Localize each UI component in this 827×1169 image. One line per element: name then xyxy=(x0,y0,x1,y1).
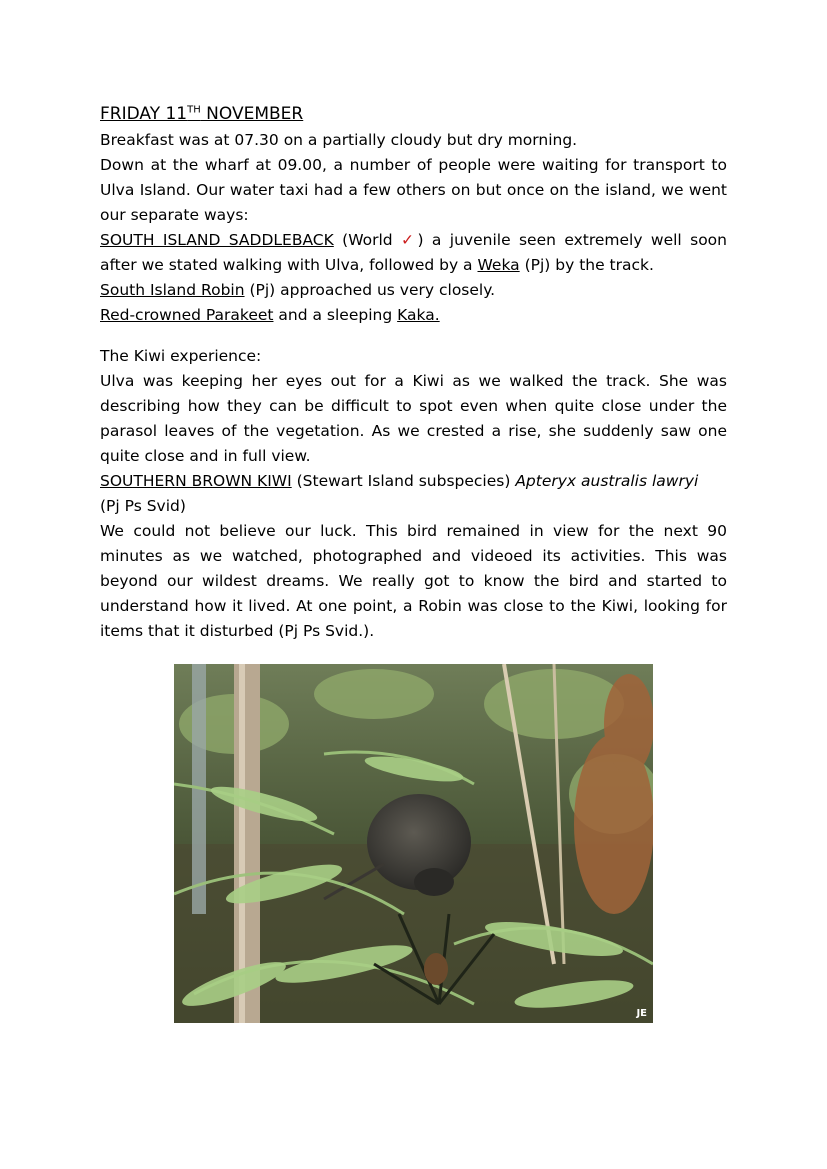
day-heading: FRIDAY 11TH NOVEMBER xyxy=(100,104,304,124)
parakeet-paragraph: Red-crowned Parakeet and a sleeping Kaka. xyxy=(100,306,440,324)
breakfast-paragraph: Breakfast was at 07.30 on a partially cloudy but dry morning. xyxy=(100,131,578,149)
document-body xyxy=(100,100,727,644)
saddleback-paragraph: SOUTH ISLAND SADDLEBACK (World ✓) a juvenile seen extremely well soon after we stated walking with Ulva, followed by a Weka (Pj) by the track. xyxy=(100,231,727,274)
saddleback-name: SOUTH ISLAND SADDLEBACK xyxy=(100,231,334,249)
kiwi-species-line: SOUTHERN BROWN KIWI (Stewart Island subspecies) Apteryx australis lawryi (Pj Ps Svid) xyxy=(100,472,699,515)
robin-paragraph: South Island Robin (Pj) approached us very closely. xyxy=(100,281,496,299)
final-paragraph: We could not believe our luck. This bird remained in view for the next 90 minutes as we watched, photographed and videoed its activities. This was beyond our wildest dreams. We really got to know the bird and started to understand how it lived. At one point, a Robin was close to the Kiwi, looking for items that it disturbed (Pj Ps Svid.). xyxy=(100,522,727,640)
weka-name: Weka xyxy=(477,256,520,274)
kiwi-photo xyxy=(174,664,653,1023)
check-icon: ✓ xyxy=(401,231,418,249)
kiwi-paragraph: Ulva was keeping her eyes out for a Kiwi as we walked the track. She was describing how they can be difficult to spot even when quite close under the parasol leaves of the vegetation. As we crested a rise, she suddenly saw one quite close and in full view. xyxy=(100,372,727,465)
photo-credit: JE xyxy=(636,1008,647,1019)
kiwi-intro: The Kiwi experience: xyxy=(100,347,262,365)
wharf-paragraph: Down at the wharf at 09.00, a number of people were waiting for transport to Ulva Island. Our water taxi had a few others on but once on the island, we went our separate ways: xyxy=(100,156,727,224)
